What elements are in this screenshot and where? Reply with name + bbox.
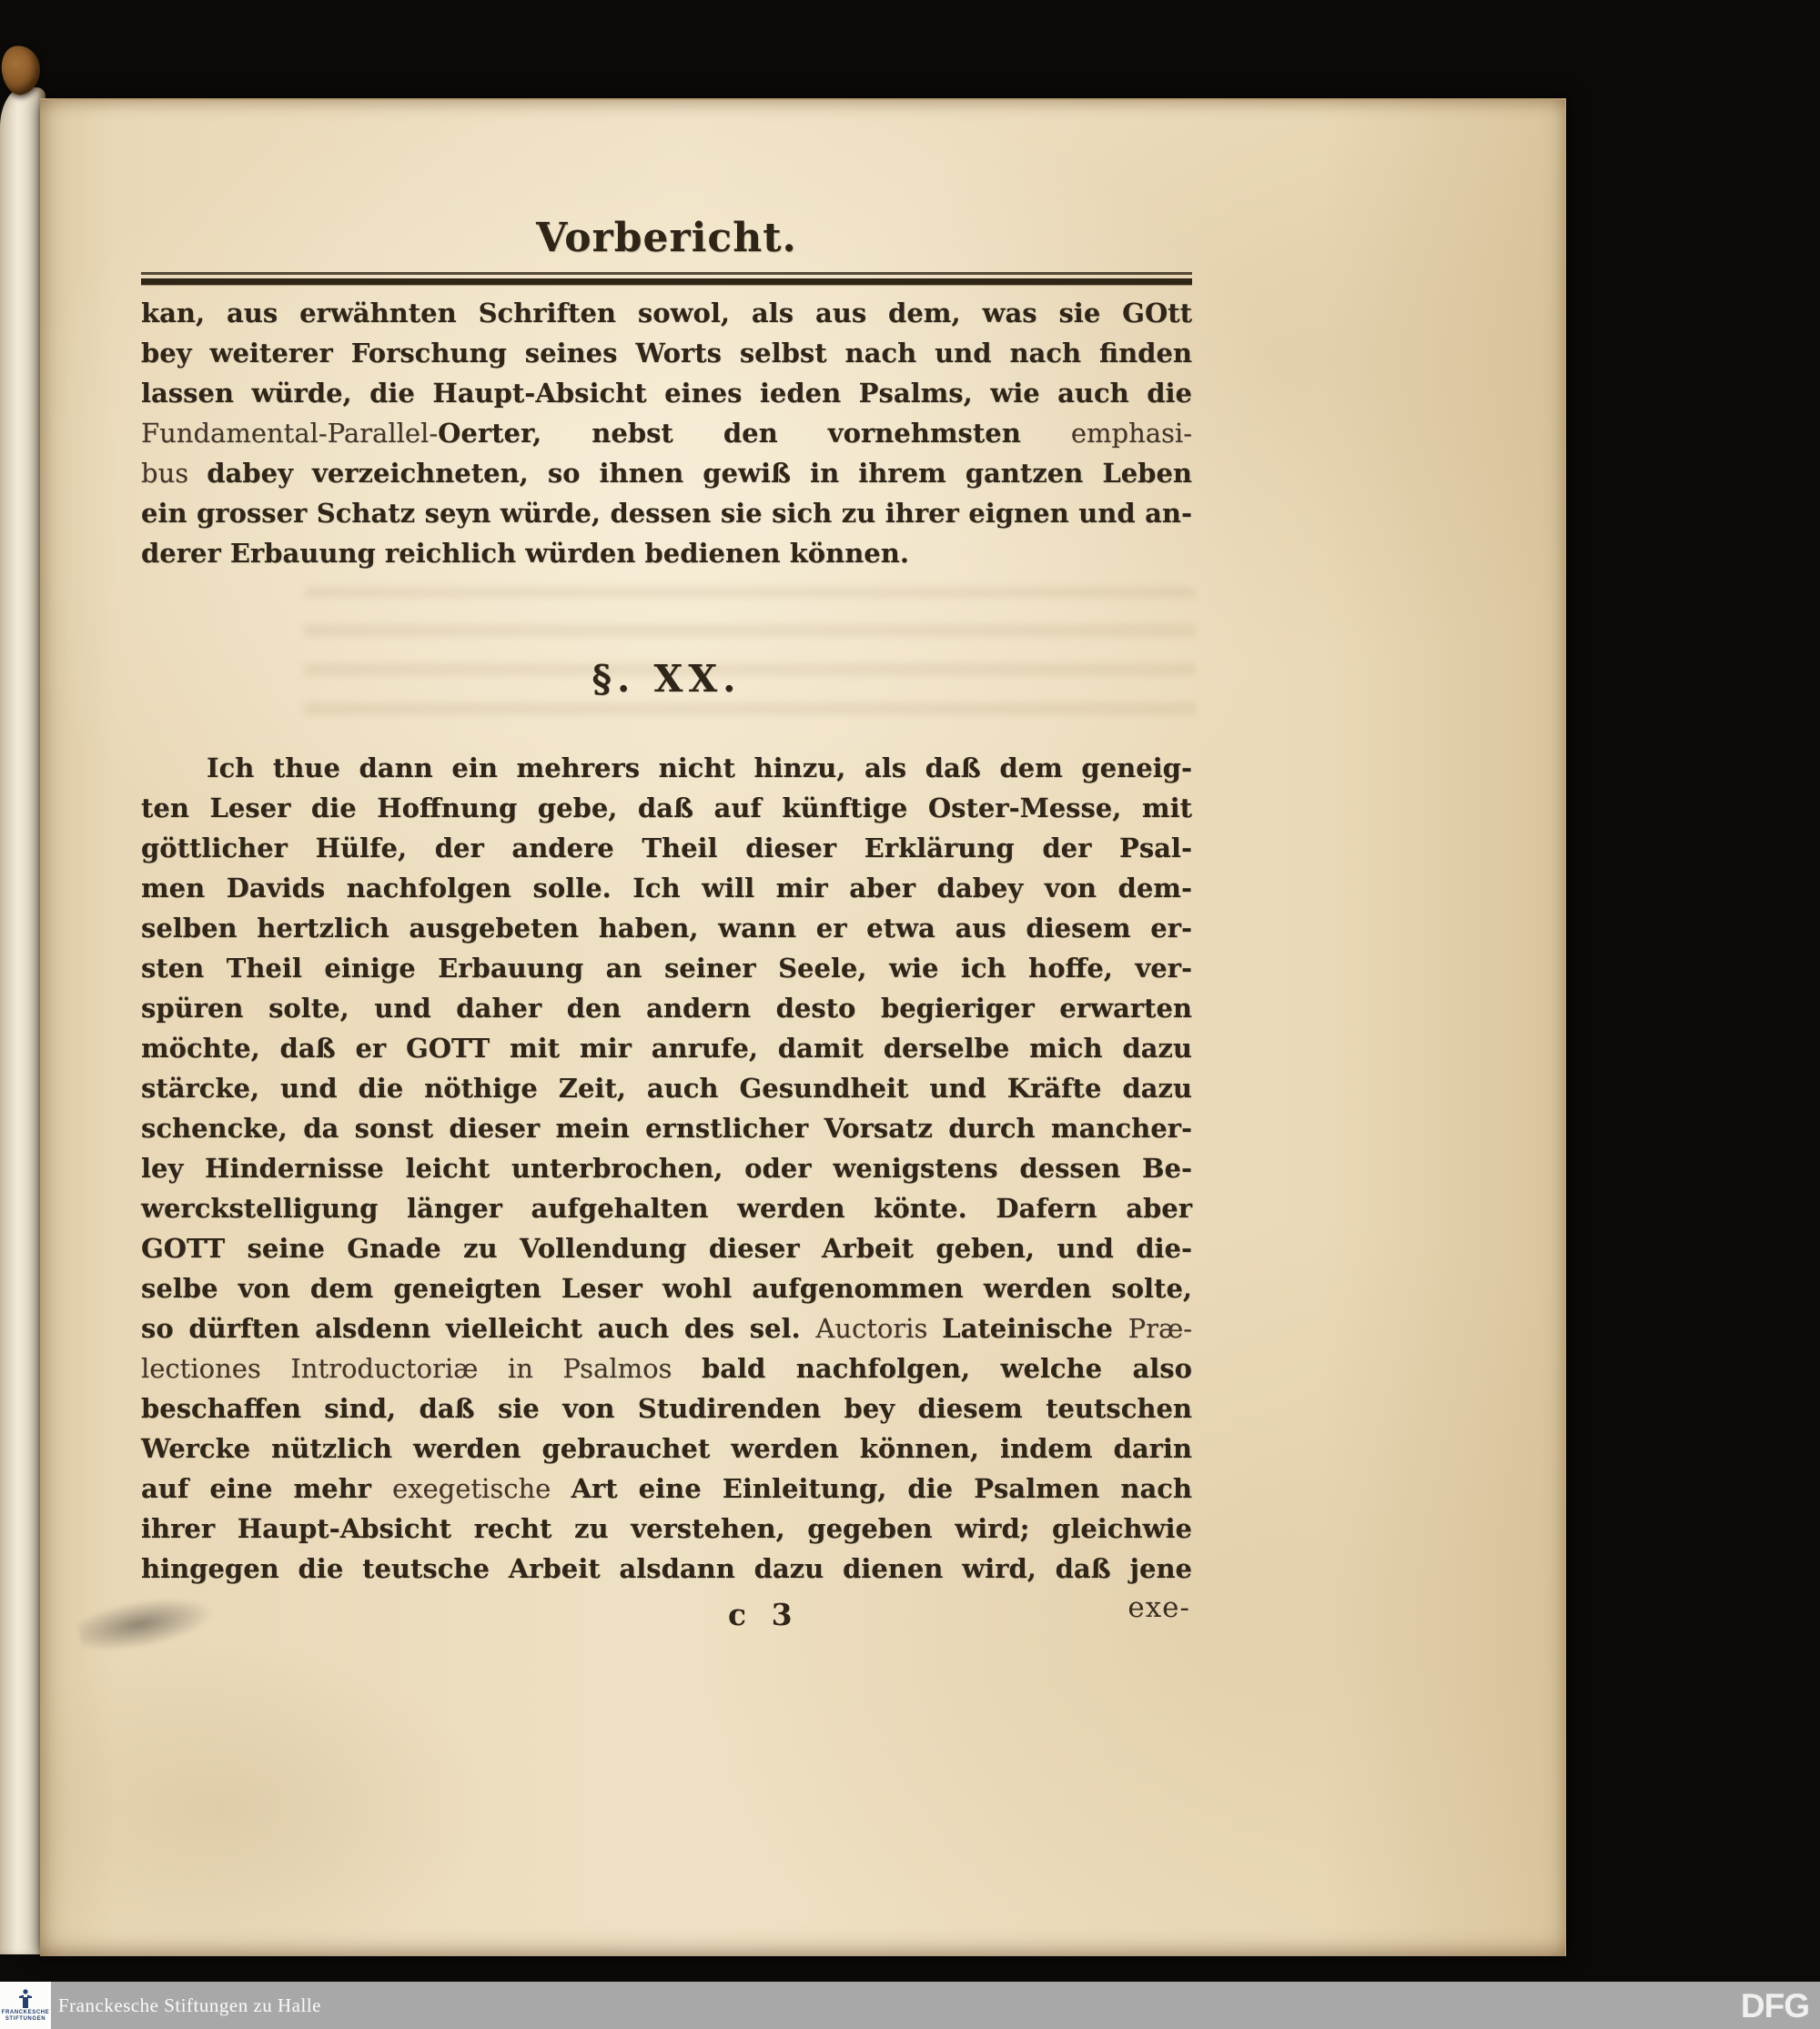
text-segment-fraktur: stärcke, und die nöthige Zeit, auch Gesundheit und Kräfte dazu <box>141 1073 1192 1104</box>
text-line <box>141 868 1192 908</box>
text-segment-fraktur: Art eine Einleitung, die Psalmen nach <box>571 1473 1193 1504</box>
text-line <box>141 493 1192 533</box>
text-segment-antiqua: exegetische <box>391 1473 571 1504</box>
text-line <box>141 908 1192 948</box>
ink-smudge <box>76 1588 218 1658</box>
text-line <box>141 1228 1192 1268</box>
text-line <box>141 748 1192 788</box>
text-line <box>141 1469 1192 1509</box>
paragraph-continuation <box>141 293 1192 573</box>
text-segment-fraktur: derer Erbauung reichlich würden bedienen können. <box>141 538 909 569</box>
text-segment-fraktur: beschaffen sind, daß sie von Studirenden bey diesem teutschen <box>141 1393 1192 1424</box>
text-segment-fraktur: auf eine mehr <box>141 1473 392 1504</box>
text-line <box>141 413 1192 453</box>
library-name: Franckesche Stiftungen zu Halle <box>58 1994 321 2016</box>
text-segment-fraktur: spüren solte, und daher den andern desto begieriger erwarten <box>141 993 1192 1024</box>
franckesche-logo-text-line1: FRANCKESCHE <box>1 2010 50 2015</box>
text-line <box>141 948 1192 988</box>
text-segment-fraktur: ihrer Haupt-Absicht recht zu verstehen, gegeben wird; gleichwie <box>141 1513 1192 1544</box>
text-line <box>141 1549 1192 1589</box>
text-line <box>141 533 1192 573</box>
text-segment-fraktur: Oerter, nebst den vornehmsten <box>438 418 1071 449</box>
text-line <box>141 1308 1192 1348</box>
text-segment-fraktur: so dürften alsdenn vielleicht auch des sel. <box>141 1313 816 1344</box>
text-segment-fraktur: dabey verzeichneten, so ihnen gewiß in ihrem gantzen Leben <box>207 458 1192 489</box>
page-header-title: Vorbericht. <box>536 215 797 261</box>
text-segment-fraktur: kan, aus erwähnten Schriften sowol, als aus dem, was sie GOtt <box>141 298 1192 328</box>
dfg-logo: DFG <box>1740 1987 1809 2024</box>
text-segment-fraktur: schencke, da sonst dieser mein ernstlicher Vorsatz durch mancher- <box>141 1113 1192 1144</box>
text-segment-antiqua: Præ- <box>1127 1313 1192 1344</box>
franckesche-logo-icon <box>16 1988 35 2008</box>
text-segment-fraktur: göttlicher Hülfe, der andere Theil dieser Erklärung der Psal- <box>141 833 1192 863</box>
text-line <box>141 1388 1192 1428</box>
text-line <box>141 1428 1192 1469</box>
text-segment-fraktur: GOTT seine Gnade zu Vollendung dieser Arbeit geben, und die- <box>141 1233 1192 1264</box>
text-line <box>141 1068 1192 1108</box>
text-segment-antiqua: Auctoris <box>815 1313 943 1344</box>
text-line <box>141 1348 1192 1388</box>
text-segment-antiqua: bus <box>141 458 207 489</box>
franckesche-logo-text-line2: STIFTUNGEN <box>5 2016 46 2022</box>
catchword: exe- <box>1127 1591 1190 1624</box>
signature-mark: c 3 <box>728 1597 800 1632</box>
text-segment-antiqua: lectiones Introductoriæ in Psalmos <box>141 1353 702 1384</box>
text-segment-fraktur: Lateinische <box>942 1313 1128 1344</box>
footer-bar <box>0 1982 1820 2029</box>
section-heading: §. XX. <box>592 657 742 701</box>
text-line <box>141 1108 1192 1148</box>
page-edge-strip <box>0 87 46 1954</box>
text-line <box>141 373 1192 413</box>
signature-catchword-row <box>141 1591 1192 1637</box>
text-line <box>141 828 1192 868</box>
text-line <box>141 1509 1192 1549</box>
text-segment-fraktur: bald nachfolgen, welche also <box>701 1353 1192 1384</box>
text-line <box>141 1148 1192 1188</box>
text-segment-antiqua: emphasi- <box>1070 418 1192 449</box>
text-line <box>141 988 1192 1028</box>
text-segment-fraktur: men Davids nachfolgen solle. Ich will mir aber dabey von dem- <box>141 873 1192 903</box>
text-line <box>141 1188 1192 1228</box>
text-segment-fraktur: hingegen die teutsche Arbeit alsdann dazu dienen wird, daß jene <box>141 1553 1192 1584</box>
text-segment-fraktur: möchte, daß er GOTT mit mir anrufe, damit derselbe mich dazu <box>141 1033 1192 1064</box>
text-segment-fraktur: lassen würde, die Haupt-Absicht eines ieden Psalms, wie auch die <box>141 378 1192 409</box>
text-segment-fraktur: selben hertzlich ausgebeten haben, wann er etwa aus diesem er- <box>141 913 1192 944</box>
text-segment-fraktur: ten Leser die Hoffnung gebe, daß auf künftige Oster-Messe, mit <box>141 792 1192 823</box>
text-segment-fraktur: selbe von dem geneigten Leser wohl aufgenommen werden solte, <box>141 1273 1192 1304</box>
book-page <box>40 98 1566 1956</box>
text-segment-fraktur: bey weiterer Forschung seines Worts selbst nach und nach finden <box>141 338 1192 368</box>
franckesche-logo <box>0 1982 51 2029</box>
text-line <box>141 1268 1192 1308</box>
text-segment-fraktur: Wercke nützlich werden gebrauchet werden können, indem darin <box>141 1433 1192 1464</box>
text-line <box>141 1028 1192 1068</box>
text-line <box>141 333 1192 373</box>
text-segment-fraktur: ley Hindernisse leicht unterbrochen, oder wenigstens dessen Be- <box>141 1153 1192 1184</box>
header-rule-thin <box>141 272 1192 275</box>
text-segment-antiqua: Fundamental-Parallel- <box>141 418 439 449</box>
text-line <box>141 453 1192 493</box>
text-line <box>141 788 1192 828</box>
text-line <box>141 293 1192 333</box>
text-segment-fraktur: werckstelligung länger aufgehalten werden könte. Dafern aber <box>141 1193 1192 1224</box>
text-segment-fraktur: sten Theil einige Erbauung an seiner Seele, wie ich hoffe, ver- <box>141 953 1192 984</box>
text-segment-fraktur: ein grosser Schatz seyn würde, dessen sie sich zu ihrer eignen und an- <box>141 498 1192 529</box>
paragraph-section-xx <box>141 748 1192 1589</box>
text-segment-fraktur: Ich thue dann ein mehrers nicht hinzu, als daß dem geneig- <box>207 752 1192 783</box>
header-rule <box>141 278 1192 285</box>
